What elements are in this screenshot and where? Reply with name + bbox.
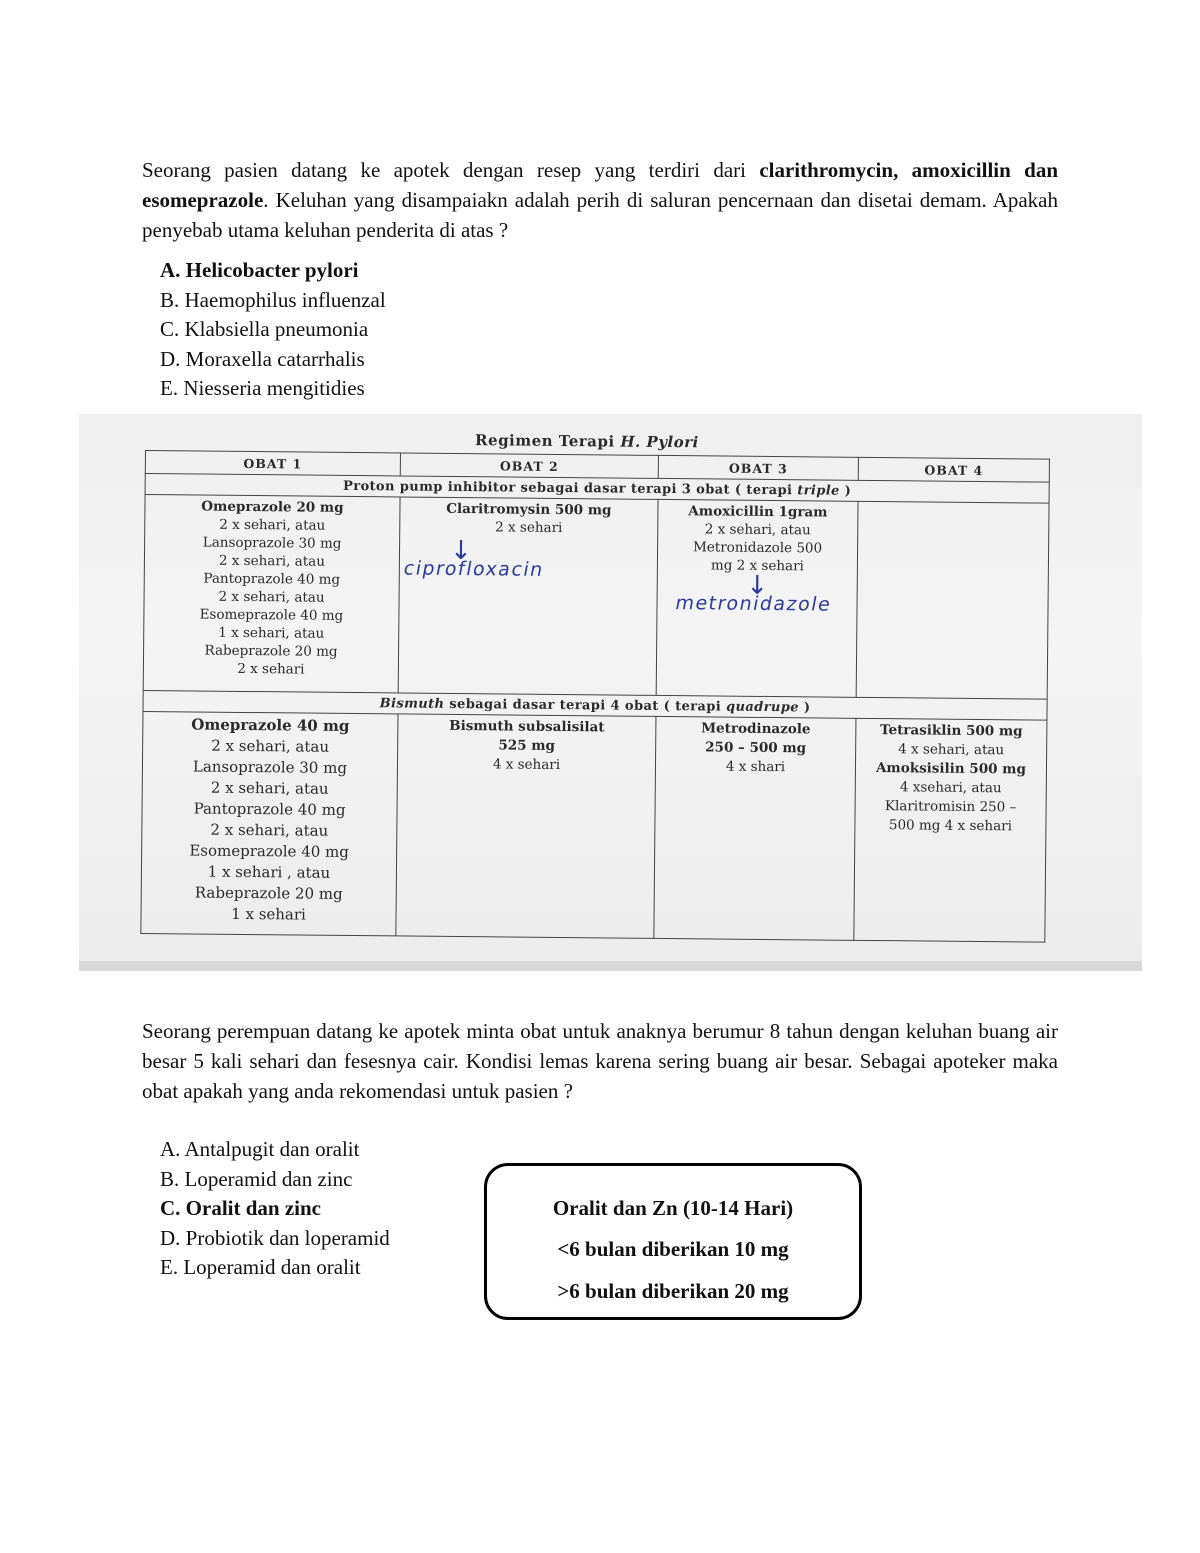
note-line-2: <6 bulan diberikan 10 mg bbox=[557, 1237, 789, 1261]
table-title: Regimen Terapi H. Pylori bbox=[475, 431, 699, 452]
handwritten-metronidazole: metronidazole bbox=[673, 592, 834, 616]
option-b: B. Haemophilus influenzal bbox=[160, 287, 386, 312]
header-obat4: OBAT 4 bbox=[858, 457, 1049, 482]
section-quad-label: Bismuth sebagai dasar terapi 4 obat ( terapi quadrupe ) bbox=[143, 690, 1047, 720]
option-c: C. Klabsiella pneumonia bbox=[160, 317, 369, 341]
dosage-note-box bbox=[484, 1163, 862, 1320]
section-triple-label: Proton pump inhibitor sebagai dasar terapi 3 obat ( terapi triple ) bbox=[145, 474, 1049, 504]
handwritten-arrow-icon: ↓ bbox=[449, 535, 472, 567]
paper-edge bbox=[79, 961, 1142, 971]
header-obat2: OBAT 2 bbox=[400, 453, 658, 478]
header-obat3: OBAT 3 bbox=[658, 455, 858, 480]
quad-obat3: Metrodinazole 250 – 500 mg 4 x shari bbox=[654, 716, 856, 940]
note-line-1: Oralit dan Zn (10-14 Hari) bbox=[552, 1196, 794, 1220]
quad-obat2: Bismuth subsalisilat 525 mg 4 x sehari bbox=[396, 714, 656, 938]
header-obat1: OBAT 1 bbox=[145, 451, 400, 476]
option-a: A. Helicobacter pylori bbox=[160, 258, 359, 282]
regimen-table-photo bbox=[79, 414, 1142, 971]
triple-obat3: Amoxicillin 1gram 2 x sehari, atau Metronidazole 500 mg 2 x sehari ↓ metronidazole bbox=[656, 499, 858, 697]
option-a: A. Antalpugit dan oralit bbox=[160, 1137, 360, 1161]
option-b: B. Loperamid dan zinc bbox=[160, 1166, 353, 1191]
option-d: D. Moraxella catarrhalis bbox=[160, 346, 365, 371]
option-c: C. Oralit dan zinc bbox=[160, 1196, 321, 1220]
regimen-table bbox=[140, 431, 1049, 964]
handwritten-arrow-icon: ↓ bbox=[746, 570, 769, 601]
quad-obat4: Tetrasiklin 500 mg 4 x sehari, atau Amoksisilin 500 mg 4 xsehari, atau Klaritromisin 250 – 500 mg 4 x sehari bbox=[854, 718, 1047, 942]
quad-obat1: Omeprazole 40 mg 2 x sehari, atau Lansoprazole 30 mg 2 x sehari, atau Pantoprazole 40 mg 2 x sehari, atau Esomeprazole 40 mg 1 x sehari , atau Rabeprazole 20 mg 1 x sehari bbox=[141, 711, 398, 935]
question-1-rest: . Keluhan yang disampaiakn adalah perih di saluran pencernaan dan disetai demam. Apakah penyebab utama keluhan penderita di atas ? bbox=[142, 188, 1058, 242]
option-e: E. Loperamid dan oralit bbox=[160, 1255, 361, 1279]
question-1-options bbox=[160, 256, 386, 404]
option-d: D. Probiotik dan loperamid bbox=[160, 1225, 390, 1250]
note-line-3: >6 bulan diberikan 20 mg bbox=[557, 1279, 789, 1303]
quad-row bbox=[141, 711, 1047, 942]
handwritten-ciprofloxacin: ciprofloxacin bbox=[401, 557, 546, 581]
triple-obat1: Omeprazole 20 mg 2 x sehari, atau Lansoprazole 30 mg 2 x sehari, atau Pantoprazole 40 mg 2 x sehari, atau Esomeprazole 40 mg 1 x sehari, atau Rabeprazole 20 mg 2 x sehari bbox=[143, 495, 400, 693]
question-1-drugs: clarithromycin, amoxicillin dan esomeprazole bbox=[142, 158, 1059, 212]
triple-obat4 bbox=[856, 501, 1049, 699]
triple-row bbox=[143, 495, 1049, 700]
question-2-options bbox=[160, 1135, 390, 1283]
triple-obat2: Claritromysin 500 mg 2 x sehari ↓ ciprofloxacin bbox=[398, 497, 658, 695]
question-1-text bbox=[142, 155, 1058, 245]
option-e: E. Niesseria mengitidies bbox=[160, 376, 365, 400]
question-1-intro: Seorang pasien datang ke apotek dengan resep yang terdiri dari bbox=[142, 158, 760, 182]
question-2-text: Seorang perempuan datang ke apotek minta obat untuk anaknya berumur 8 tahun dengan keluhan buang air besar 5 kali sehari dan fesesnya cair. Kondisi lemas karena sering buang air besar. Sebagai apoteker maka obat apakah yang anda rekomendasi untuk pasien ? bbox=[142, 1019, 1058, 1103]
